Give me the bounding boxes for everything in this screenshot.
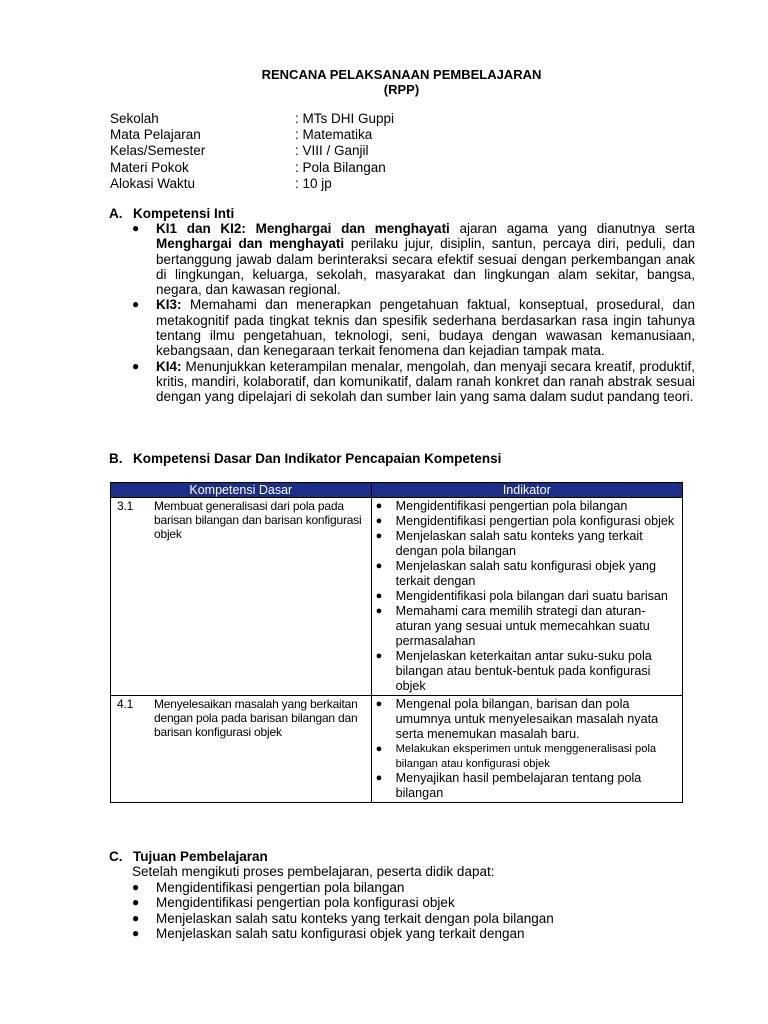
identity-value: : 10 jp — [295, 175, 332, 191]
kd-number: 4.1 — [117, 697, 134, 711]
kd-cell — [111, 696, 372, 803]
indikator-text: Mengidentifikasi pola bilangan dari suatu barisan — [395, 589, 668, 603]
tujuan-text: Mengidentifikasi pengertian pola konfigurasi objek — [156, 895, 455, 911]
bullet-icon: ● — [375, 743, 383, 755]
indikator-cell — [371, 498, 682, 696]
bullet-icon: ● — [375, 650, 383, 662]
document-title: RENCANA PELAKSANAAN PEMBELAJARAN — [261, 67, 542, 82]
ki-label: KI4: — [156, 358, 182, 374]
identity-value: : VIII / Ganjil — [295, 143, 369, 159]
identity-row — [110, 143, 394, 159]
section-heading-a — [109, 206, 234, 221]
table-row — [111, 696, 683, 803]
ki-text: Menunjukkan keterampilan menalar, mengolah, dan menyaji secara kreatif, produktif, kritis, mandiri, kolaboratif, dan komunikatif, dalam ranah konkret dan ranah abstrak sesuai dengan yang dipelajari di sekolah dan sumber lain yang sama dalam sudut pandang teori. — [156, 358, 695, 405]
tujuan-text: Menjelaskan salah satu konteks yang terkait dengan pola bilangan — [156, 910, 554, 926]
section-letter: C. — [109, 849, 123, 864]
kd-cell — [111, 498, 372, 696]
bullet-icon: ● — [375, 500, 383, 512]
ki-text: Memahami dan menerapkan pengetahuan faktual, konseptual, prosedural, dan metakognitif pada tingkat teknis dan spesifik sederhana berdasarkan rasa ingin tahunya tentang ilmu pengetahuan, teknologi, seni, budaya dengan wawasan kemanusiaan, kebangsaan, dan kenegaraan terkait fenomena dan kejadian tampak mata. — [156, 297, 695, 359]
indikator-item — [375, 771, 678, 801]
section-letter: A. — [109, 206, 123, 221]
identity-block — [110, 111, 394, 192]
section-title: Kompetensi Inti — [133, 206, 235, 221]
indikator-item — [375, 514, 678, 529]
list-item — [130, 926, 554, 941]
indikator-text: Menyajikan hasil pembelajaran tentang pola bilangan — [395, 771, 642, 801]
bullet-icon: ● — [132, 880, 140, 894]
ki-label: KI3: — [156, 297, 182, 313]
identity-row — [110, 176, 394, 192]
ki-label: KI1 dan KI2: — [156, 221, 246, 236]
list-item — [130, 221, 695, 297]
indikator-item — [375, 649, 678, 694]
identity-label: Alokasi Waktu — [110, 175, 196, 191]
indikator-text: Menjelaskan salah satu konteks yang terkait dengan pola bilangan — [395, 529, 643, 558]
identity-label: Sekolah — [110, 111, 159, 126]
kompetensi-table — [110, 482, 683, 803]
kd-text: Menyelesaikan masalah yang berkaitan dengan pola pada barisan bilangan dan barisan konfigurasi objek — [154, 697, 358, 740]
kd-text: Membuat generalisasi dari pola pada barisan bilangan dan barisan konfigurasi objek — [154, 499, 362, 542]
bullet-icon: ● — [375, 605, 383, 617]
indikator-item — [375, 604, 678, 649]
tujuan-text: Menjelaskan salah satu konfigurasi objek yang terkait dengan — [156, 926, 525, 942]
indikator-item — [375, 559, 678, 589]
indikator-text: Mengidentifikasi pengertian pola bilangan — [395, 499, 628, 513]
indikator-text: Mengidentifikasi pengertian pola konfigurasi objek — [395, 514, 675, 528]
identity-row — [110, 111, 394, 127]
bullet-icon: ● — [375, 590, 383, 602]
indikator-item — [375, 529, 678, 559]
tujuan-list — [130, 880, 554, 942]
bullet-icon: ● — [132, 926, 140, 941]
indikator-cell — [371, 696, 682, 803]
column-header: Indikator — [371, 483, 682, 498]
bullet-icon: ● — [375, 530, 383, 542]
section-heading-b — [109, 451, 501, 466]
tujuan-text: Mengidentifikasi pengertian pola bilangan — [156, 880, 405, 895]
indikator-item — [375, 742, 678, 771]
bullet-icon: ● — [375, 560, 383, 572]
table-row — [111, 498, 683, 696]
list-item — [130, 895, 554, 910]
tujuan-intro: Setelah mengikuti proses pembelajaran, peserta didik dapat: — [132, 864, 495, 879]
kd-number: 3.1 — [117, 499, 134, 513]
identity-value: : Matematika — [295, 127, 373, 143]
section-title: Tujuan Pembelajaran — [133, 849, 268, 864]
indikator-item — [375, 589, 678, 604]
indikator-text: Mengenal pola bilangan, barisan dan pola umumnya untuk menyelesaikan masalah nyata serta menemukan masalah baru. — [395, 697, 659, 741]
kompetensi-inti-list — [130, 221, 695, 405]
section-heading-c — [109, 849, 268, 864]
indikator-text: Memahami cara memilih strategi dan aturan-aturan yang sesuai untuk memecahkan suatu permasalahan — [395, 604, 650, 648]
bullet-icon: ● — [132, 297, 140, 312]
bullet-icon: ● — [132, 895, 140, 910]
bullet-icon: ● — [375, 698, 383, 710]
bullet-icon: ● — [132, 221, 140, 235]
identity-row — [110, 127, 394, 143]
section-title: Kompetensi Dasar Dan Indikator Pencapaian Kompetensi — [133, 451, 502, 466]
identity-value: : Pola Bilangan — [295, 159, 386, 175]
indikator-text: Menjelaskan keterkaitan antar suku-suku pola bilangan atau bentuk-bentuk pada konfigurasi objek — [395, 649, 652, 693]
identity-label: Materi Pokok — [110, 159, 189, 175]
document-subtitle: (RPP) — [383, 82, 420, 97]
identity-row — [110, 160, 394, 176]
identity-label: Mata Pelajaran — [110, 127, 201, 143]
indikator-text: Menjelaskan salah satu konfigurasi objek yang terkait dengan — [395, 559, 657, 588]
ki-text: ajaran agama yang dianutnya serta — [449, 221, 695, 236]
ki-bold-text: Menghargai dan menghayati — [255, 221, 450, 236]
list-item — [130, 297, 695, 358]
bullet-icon: ● — [375, 772, 383, 785]
indikator-text: Melakukan eksperimen untuk menggeneralisasi pola bilangan atau konfigurasi objek — [395, 743, 657, 770]
list-item — [130, 880, 554, 895]
indikator-item — [375, 499, 678, 514]
ki-text: perilaku jujur, disiplin, santun, percaya diri, peduli, dan bertanggung jawab dalam berinteraksi secara efektif sesuai dengan perkembangan anak di lingkungan, keluarga, sekolah, masyarakat dan lingkungan alam sekitar, bangsa, negara, dan kawasan regional. — [156, 236, 695, 298]
bullet-icon: ● — [132, 358, 140, 373]
section-letter: B. — [109, 451, 123, 466]
bullet-icon: ● — [375, 515, 383, 527]
table-header-row — [111, 483, 683, 498]
list-item — [130, 911, 554, 926]
bullet-icon: ● — [132, 910, 140, 925]
identity-value: : MTs DHI Guppi — [295, 111, 395, 126]
identity-label: Kelas/Semester — [110, 143, 206, 159]
indikator-item — [375, 697, 678, 742]
ki-bold-text: Menghargai dan menghayati — [156, 236, 345, 252]
list-item — [130, 359, 695, 405]
column-header: Kompetensi Dasar — [111, 483, 372, 498]
